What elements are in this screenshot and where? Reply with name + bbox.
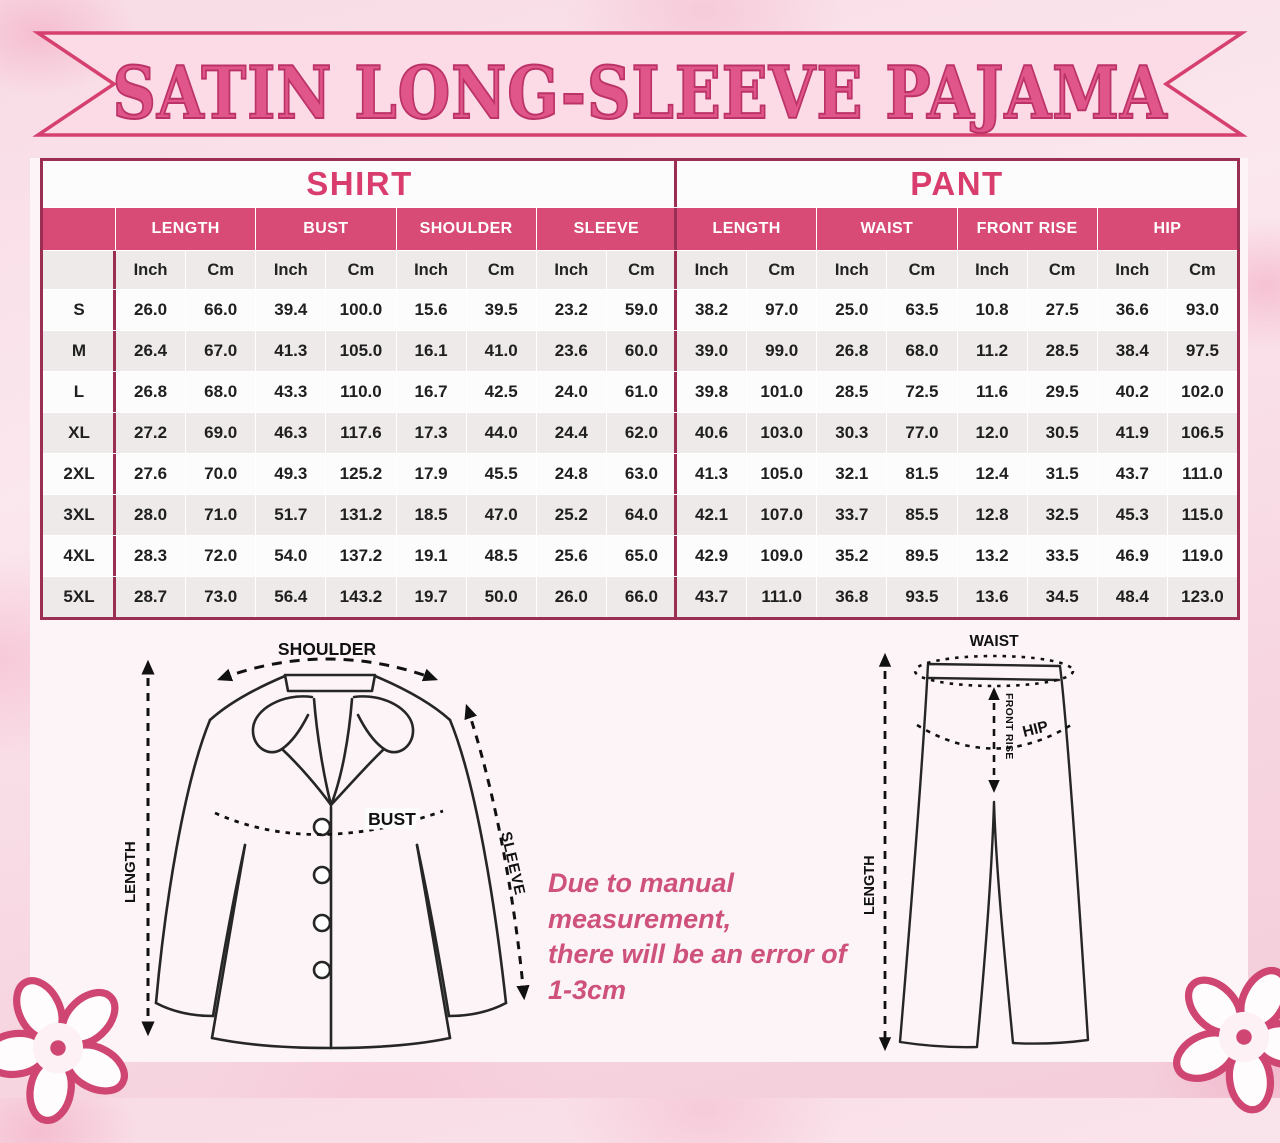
measurement-value: 10.8 [958, 290, 1027, 330]
measurement-value: 41.0 [467, 331, 536, 371]
measurement-value: 42.9 [677, 536, 746, 576]
measurement-value: 115.0 [1168, 495, 1237, 535]
measurement-note [548, 866, 878, 1009]
measurement-value: 119.0 [1168, 536, 1237, 576]
measurement-value: 105.0 [747, 454, 816, 494]
flower-decoration-left [0, 953, 153, 1143]
measurement-value: 123.0 [1168, 577, 1237, 617]
size-label: 2XL [43, 454, 115, 494]
measurement-value: 102.0 [1168, 372, 1237, 412]
measurement-value: 56.4 [256, 577, 325, 617]
measurement-value: 33.7 [817, 495, 886, 535]
measurement-value: 13.6 [958, 577, 1027, 617]
shirt-outline [156, 675, 506, 1048]
measurement-value: 100.0 [326, 290, 395, 330]
measurement-value: 39.0 [677, 331, 746, 371]
measurement-value: 111.0 [1168, 454, 1237, 494]
measurement-value: 103.0 [747, 413, 816, 453]
measurement-value: 117.6 [326, 413, 395, 453]
measurement-value: 12.4 [958, 454, 1027, 494]
measurement-value: 137.2 [326, 536, 395, 576]
measurement-value: 27.6 [116, 454, 185, 494]
measurement-value: 19.7 [397, 577, 466, 617]
measurement-value: 66.0 [607, 577, 676, 617]
measurement-value: 65.0 [607, 536, 676, 576]
measurement-value: 48.5 [467, 536, 536, 576]
measurement-value: 105.0 [326, 331, 395, 371]
bust-label: BUST [368, 809, 416, 829]
measurement-value: 25.6 [537, 536, 606, 576]
button [314, 867, 330, 883]
measurement-value: 32.1 [817, 454, 886, 494]
measurement-value: 23.2 [537, 290, 606, 330]
column-group-header: WAIST [817, 208, 956, 250]
measurement-value: 11.2 [958, 331, 1027, 371]
size-label: XL [43, 413, 115, 453]
measurement-value: 107.0 [747, 495, 816, 535]
size-label: 4XL [43, 536, 115, 576]
measurement-value: 43.7 [677, 577, 746, 617]
unit-header: Cm [747, 251, 816, 289]
measurement-value: 70.0 [186, 454, 255, 494]
measurement-value: 25.0 [817, 290, 886, 330]
column-group-header: SLEEVE [537, 208, 676, 250]
unit-corner-cell [43, 251, 115, 289]
measurement-value: 28.5 [817, 372, 886, 412]
measurement-value: 125.2 [326, 454, 395, 494]
measurement-value: 23.6 [537, 331, 606, 371]
unit-header: Inch [397, 251, 466, 289]
measurement-value: 81.5 [887, 454, 956, 494]
measurement-value: 49.3 [256, 454, 325, 494]
measurement-value: 46.3 [256, 413, 325, 453]
measurement-value: 72.5 [887, 372, 956, 412]
unit-header: Cm [467, 251, 536, 289]
measurement-value: 31.5 [1028, 454, 1097, 494]
measurement-value: 38.4 [1098, 331, 1167, 371]
measurement-value: 27.2 [116, 413, 185, 453]
measurement-value: 16.7 [397, 372, 466, 412]
size-label: L [43, 372, 115, 412]
waist-label: WAIST [969, 633, 1019, 650]
unit-header: Cm [887, 251, 956, 289]
note-line-1: Due to manual measurement, [548, 868, 735, 934]
measurement-value: 72.0 [186, 536, 255, 576]
measurement-value: 36.8 [817, 577, 886, 617]
shirt-length-label: LENGTH [122, 841, 139, 903]
unit-header: Cm [186, 251, 255, 289]
measurement-value: 18.5 [397, 495, 466, 535]
button [314, 962, 330, 978]
measurement-value: 12.8 [958, 495, 1027, 535]
unit-header: Inch [817, 251, 886, 289]
measurement-value: 28.3 [116, 536, 185, 576]
measurement-value: 48.4 [1098, 577, 1167, 617]
measurement-value: 109.0 [747, 536, 816, 576]
size-label: S [43, 290, 115, 330]
measurement-value: 43.7 [1098, 454, 1167, 494]
measurement-value: 40.2 [1098, 372, 1167, 412]
measurement-value: 131.2 [326, 495, 395, 535]
size-label: M [43, 331, 115, 371]
measurement-value: 143.2 [326, 577, 395, 617]
pant-measure-arrows [885, 656, 1073, 1048]
measurement-value: 97.0 [747, 290, 816, 330]
measurement-value: 25.2 [537, 495, 606, 535]
measurement-value: 71.0 [186, 495, 255, 535]
measurement-value: 47.0 [467, 495, 536, 535]
measurement-value: 63.5 [887, 290, 956, 330]
measurement-value: 26.0 [116, 290, 185, 330]
size-chart-table [40, 158, 1240, 620]
measurement-value: 41.3 [256, 331, 325, 371]
measurement-value: 63.0 [607, 454, 676, 494]
measurement-value: 28.0 [116, 495, 185, 535]
measurement-value: 97.5 [1168, 331, 1237, 371]
measurement-value: 68.0 [887, 331, 956, 371]
measurement-value: 46.9 [1098, 536, 1167, 576]
measurement-value: 50.0 [467, 577, 536, 617]
note-line-2: there will be an error of 1-3cm [548, 939, 847, 1005]
measurement-value: 44.0 [467, 413, 536, 453]
measurement-value: 66.0 [186, 290, 255, 330]
size-label: 5XL [43, 577, 115, 617]
measurement-value: 68.0 [186, 372, 255, 412]
measurement-value: 39.4 [256, 290, 325, 330]
measurement-value: 45.3 [1098, 495, 1167, 535]
measurement-value: 93.5 [887, 577, 956, 617]
measurement-value: 54.0 [256, 536, 325, 576]
unit-header: Cm [1028, 251, 1097, 289]
button [314, 915, 330, 931]
measurement-value: 30.5 [1028, 413, 1097, 453]
measurement-value: 51.7 [256, 495, 325, 535]
measurement-value: 64.0 [607, 495, 676, 535]
band-corner-cell [43, 208, 115, 250]
measurement-value: 41.3 [677, 454, 746, 494]
measurement-value: 19.1 [397, 536, 466, 576]
measurement-value: 26.8 [817, 331, 886, 371]
measurement-value: 89.5 [887, 536, 956, 576]
measurement-value: 61.0 [607, 372, 676, 412]
column-group-header: SHOULDER [397, 208, 536, 250]
measurement-value: 29.5 [1028, 372, 1097, 412]
measurement-value: 60.0 [607, 331, 676, 371]
measurement-value: 32.5 [1028, 495, 1097, 535]
unit-header: Inch [677, 251, 746, 289]
measurement-value: 85.5 [887, 495, 956, 535]
shoulder-label: SHOULDER [277, 639, 377, 659]
measurement-value: 13.2 [958, 536, 1027, 576]
hip-label: HIP [1020, 718, 1051, 741]
flower-decoration-right [1151, 944, 1280, 1129]
sleeve-label: SLEEVE [497, 830, 529, 898]
measurement-value: 26.8 [116, 372, 185, 412]
measurement-value: 11.6 [958, 372, 1027, 412]
measurement-value: 15.6 [397, 290, 466, 330]
measurement-value: 101.0 [747, 372, 816, 412]
shirt-measure-arrows [148, 659, 524, 1033]
measurement-value: 42.5 [467, 372, 536, 412]
measurement-value: 33.5 [1028, 536, 1097, 576]
measurement-value: 99.0 [747, 331, 816, 371]
measurement-value: 24.8 [537, 454, 606, 494]
button [314, 819, 330, 835]
unit-header: Inch [116, 251, 185, 289]
measurement-value: 42.1 [677, 495, 746, 535]
unit-header: Cm [607, 251, 676, 289]
column-group-header: LENGTH [116, 208, 255, 250]
column-group-header: HIP [1098, 208, 1237, 250]
measurement-value: 34.5 [1028, 577, 1097, 617]
measurement-value: 28.5 [1028, 331, 1097, 371]
measurement-value: 24.4 [537, 413, 606, 453]
waist-curve [915, 656, 1073, 686]
unit-header: Inch [256, 251, 325, 289]
unit-header: Inch [958, 251, 1027, 289]
measurement-value: 16.1 [397, 331, 466, 371]
unit-header: Cm [1168, 251, 1237, 289]
measurement-value: 40.6 [677, 413, 746, 453]
measurement-value: 30.3 [817, 413, 886, 453]
unit-header: Inch [537, 251, 606, 289]
page-title: SATIN LONG-SLEEVE PAJAMA [112, 50, 1168, 135]
measurement-value: 106.5 [1168, 413, 1237, 453]
measurement-value: 36.6 [1098, 290, 1167, 330]
measurement-value: 17.9 [397, 454, 466, 494]
section-header-pant: PANT [677, 161, 1237, 207]
front-rise-label: FRONT RISE [1003, 693, 1015, 760]
pant-length-label: LENGTH [862, 855, 878, 915]
measurement-value: 39.8 [677, 372, 746, 412]
shirt-measurement-diagram [115, 635, 565, 1080]
measurement-value: 39.5 [467, 290, 536, 330]
measurement-value: 26.4 [116, 331, 185, 371]
column-group-header: FRONT RISE [958, 208, 1097, 250]
measurement-value: 24.0 [537, 372, 606, 412]
measurement-value: 73.0 [186, 577, 255, 617]
size-label: 3XL [43, 495, 115, 535]
measurement-value: 110.0 [326, 372, 395, 412]
section-header-shirt: SHIRT [43, 161, 676, 207]
column-group-header: BUST [256, 208, 395, 250]
measurement-value: 111.0 [747, 577, 816, 617]
measurement-value: 41.9 [1098, 413, 1167, 453]
column-group-header: LENGTH [677, 208, 816, 250]
measurement-value: 38.2 [677, 290, 746, 330]
unit-header: Cm [326, 251, 395, 289]
pant-measurement-diagram [855, 630, 1115, 1070]
measurement-value: 59.0 [607, 290, 676, 330]
measurement-value: 12.0 [958, 413, 1027, 453]
measurement-value: 26.0 [537, 577, 606, 617]
measurement-value: 35.2 [817, 536, 886, 576]
measurement-value: 77.0 [887, 413, 956, 453]
measurement-value: 17.3 [397, 413, 466, 453]
measurement-value: 43.3 [256, 372, 325, 412]
measurement-value: 28.7 [116, 577, 185, 617]
measurement-value: 62.0 [607, 413, 676, 453]
measurement-value: 45.5 [467, 454, 536, 494]
measurement-value: 69.0 [186, 413, 255, 453]
measurement-value: 93.0 [1168, 290, 1237, 330]
measurement-value: 67.0 [186, 331, 255, 371]
measurement-value: 27.5 [1028, 290, 1097, 330]
unit-header: Inch [1098, 251, 1167, 289]
